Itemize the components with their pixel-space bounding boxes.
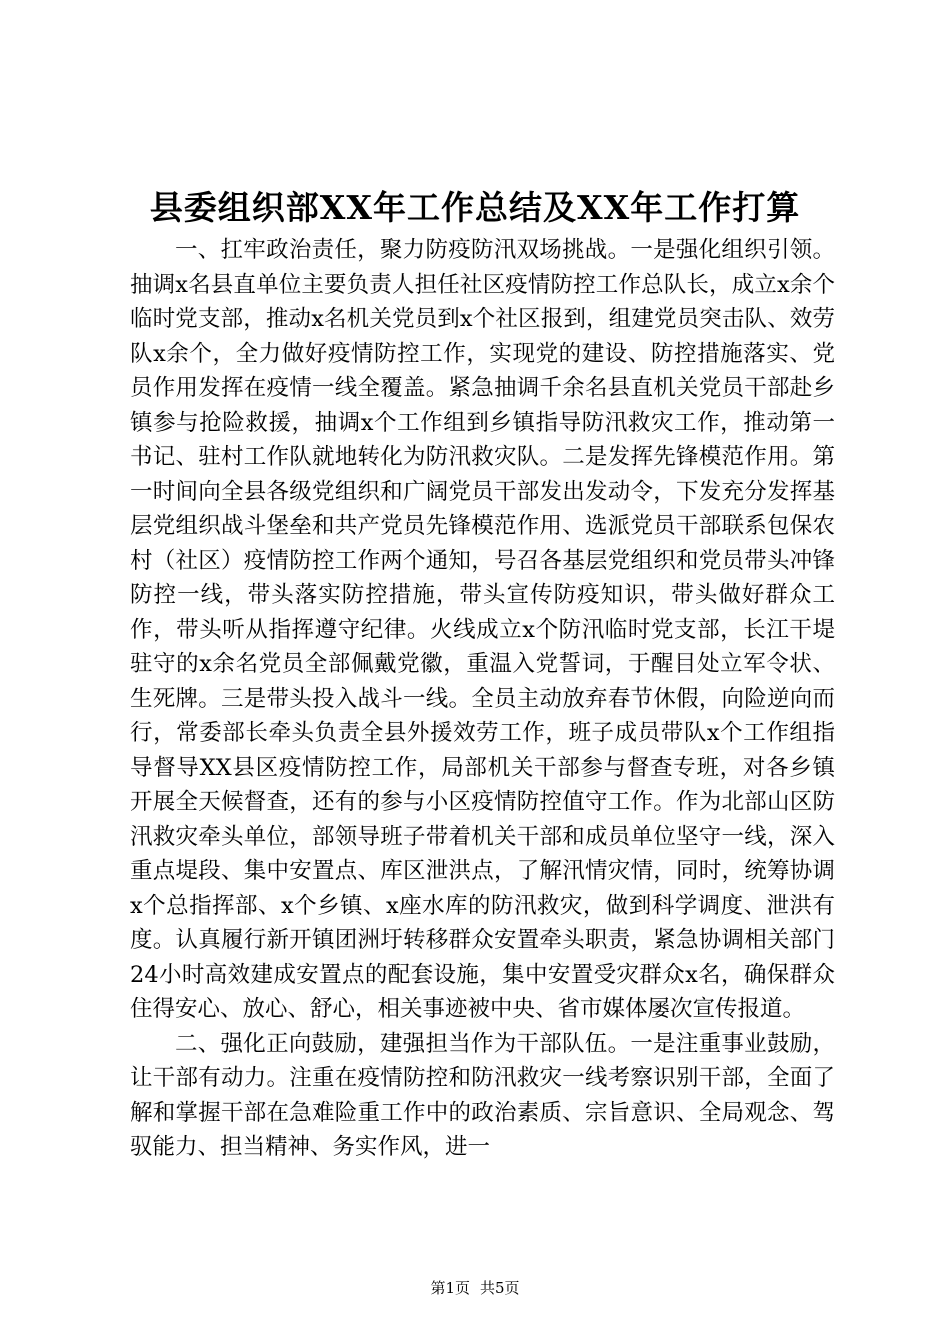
document-title: 县委组织部XX年工作总结及XX年工作打算 [149, 188, 801, 227]
page-total: 共5页 [480, 1279, 520, 1297]
page-footer [0, 1278, 950, 1298]
paragraph-2: 二、强化正向鼓励，建强担当作为干部队伍。一是注重事业鼓励，让干部有动力。注重在疫情防控和防汛救灾一线考察识别干部，全面了解和掌握干部在急难险重工作中的政治素质、宗旨意识、全局观念、驾驭能力、担当精神、务实作风，进一 [130, 1030, 835, 1160]
page-number: 第1页 [430, 1279, 470, 1297]
document-body [130, 233, 835, 1165]
paragraph-1: 一、扛牢政治责任，聚力防疫防汛双场挑战。一是强化组织引领。抽调x名县直单位主要负责人担任社区疫情防控工作总队长，成立x余个临时党支部，推动x名机关党员到x个社区报到，组建党员突击队、效劳队x余个，全力做好疫情防控工作，实现党的建设、防控措施落实、党员作用发挥在疫情一线全覆盖。紧急抽调千余名县直机关党员干部赴乡镇参与抢险救援，抽调x个工作组到乡镇指导防汛救灾工作，推动第一书记、驻村工作队就地转化为防汛救灾队。二是发挥先锋模范作用。第一时间向全县各级党组织和广阔党员干部发出发动令，下发充分发挥基层党组织战斗堡垒和共产党员先锋模范作用、选派党员干部联系包保农村（社区）疫情防控工作两个通知，号召各基层党组织和党员带头冲锋防控一线，带头落实防控措施，带头宣传防疫知识，带头做好群众工作，带头听从指挥遵守纪律。火线成立x个防汛临时党支部，长江干堤驻守的x余名党员全部佩戴党徽，重温入党誓词，于醒目处立军令状、生死牌。三是带头投入战斗一线。全员主动放弃春节休假，向险逆向而行，常委部长牵头负责全县外援效劳工作，班子成员带队x个工作组指导督导XX县区疫情防控工作，局部机关干部参与督查专班，对各乡镇开展全天候督查，还有的参与小区疫情防控值守工作。作为北部山区防汛救灾牵头单位，部领导班子带着机关干部和成员单位坚守一线，深入重点堤段、集中安置点、库区泄洪点，了解汛情灾情，同时，统筹协调x个总指挥部、x个乡镇、x座水库的防汛救灾，做到科学调度、泄洪有度。认真履行新开镇团洲圩转移群众安置牵头职责，紧急协调相关部门24小时高效建成安置点的配套设施，集中安置受灾群众x名，确保群众住得安心、放心、舒心，相关事迹被中央、省市媒体屡次宣传报道。 [130, 237, 835, 1022]
